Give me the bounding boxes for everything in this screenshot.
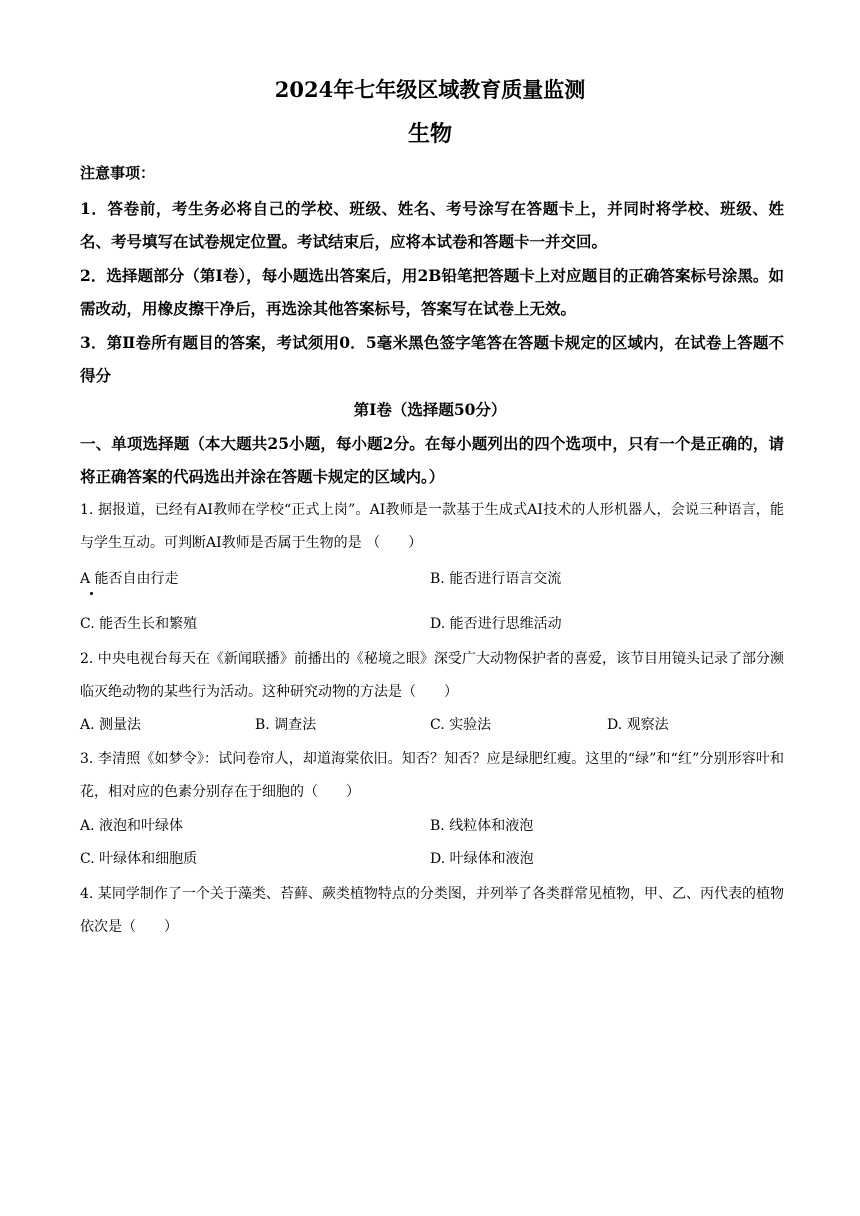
question-4-stem: 4. 某同学制作了一个关于藻类、苔藓、蕨类植物特点的分类图，并列举了各类群常见植物，甲、乙、丙代表的植物依次是（ ） xyxy=(80,886,784,935)
question-2-option-c: C. 实验法 xyxy=(430,717,492,733)
question-2-option-a: A. 测量法 xyxy=(80,717,142,733)
question-3-option-a: A. 液泡和叶绿体 xyxy=(80,818,184,834)
exam-title: 2024年七年级区域教育质量监测 xyxy=(274,77,586,102)
question-1-option-d: D. 能否进行思维活动 xyxy=(430,616,562,632)
question-2-option-b: B. 调查法 xyxy=(255,717,317,733)
notice-item-2: 2．选择题部分（第Ⅰ卷），每小题选出答案后，用2B铅笔把答题卡上对应题目的正确答案标号涂黑。如需改动，用橡皮擦干净后，再选涂其他答案标号，答案写在试卷上无效。 xyxy=(80,266,784,318)
question-1-stem: 1. 据报道，已经有AI教师在学校“正式上岗”。AI教师是一款基于生成式AI技术的人形机器人，会说三种语言，能与学生互动。可判断AI教师是否属于生物的是 （ ） xyxy=(80,502,784,551)
question-2-option-d: D. 观察法 xyxy=(607,717,669,733)
notice-heading: 注意事项： xyxy=(80,164,156,182)
question-2-stem: 2. 中央电视台每天在《新闻联播》前播出的《秘境之眼》深受广大动物保护者的喜爱，该节目用镜头记录了部分濒临灭绝动物的某些行为活动。这种研究动物的方法是（ ） xyxy=(80,651,784,700)
notice-item-1: 1．答卷前，考生务必将自己的学校、班级、姓名、考号涂写在答题卡上，并同时将学校、班级、姓名、考号填写在试卷规定位置。考试结束后，应将本试卷和答题卡一并交回。 xyxy=(80,199,784,251)
option-dot-mark xyxy=(90,592,93,595)
question-1-option-b: B. 能否进行语言交流 xyxy=(430,571,562,587)
question-3-option-b: B. 线粒体和液泡 xyxy=(430,818,534,834)
question-3-stem: 3. 李清照《如梦令》：试问卷帘人，却道海棠依旧。知否？知否？应是绿肥红瘦。这里的“绿”和“红”分别形容叶和花，相对应的色素分别存在于细胞的（ ） xyxy=(80,751,784,800)
notice-item-3: 3．第Ⅱ卷所有题目的答案，考试须用0．5毫米黑色签字笔答在答题卡规定的区域内，在试卷上答题不得分 xyxy=(80,333,784,385)
question-3-option-d: D. 叶绿体和液泡 xyxy=(430,851,534,867)
question-1-option-a: A 能否自由行走 xyxy=(80,571,179,587)
question-1-option-c: C. 能否生长和繁殖 xyxy=(80,616,198,632)
subject-title: 生物 xyxy=(407,121,452,147)
section-title: 第Ⅰ卷（选择题50分） xyxy=(353,400,507,419)
question-3-option-c: C. 叶绿体和细胞质 xyxy=(80,851,198,867)
part-heading: 一、单项选择题（本大题共25小题，每小题2分。在每小题列出的四个选项中，只有一个是正确的，请将正确答案的代码选出并涂在答题卡规定的区域内。） xyxy=(80,434,784,486)
